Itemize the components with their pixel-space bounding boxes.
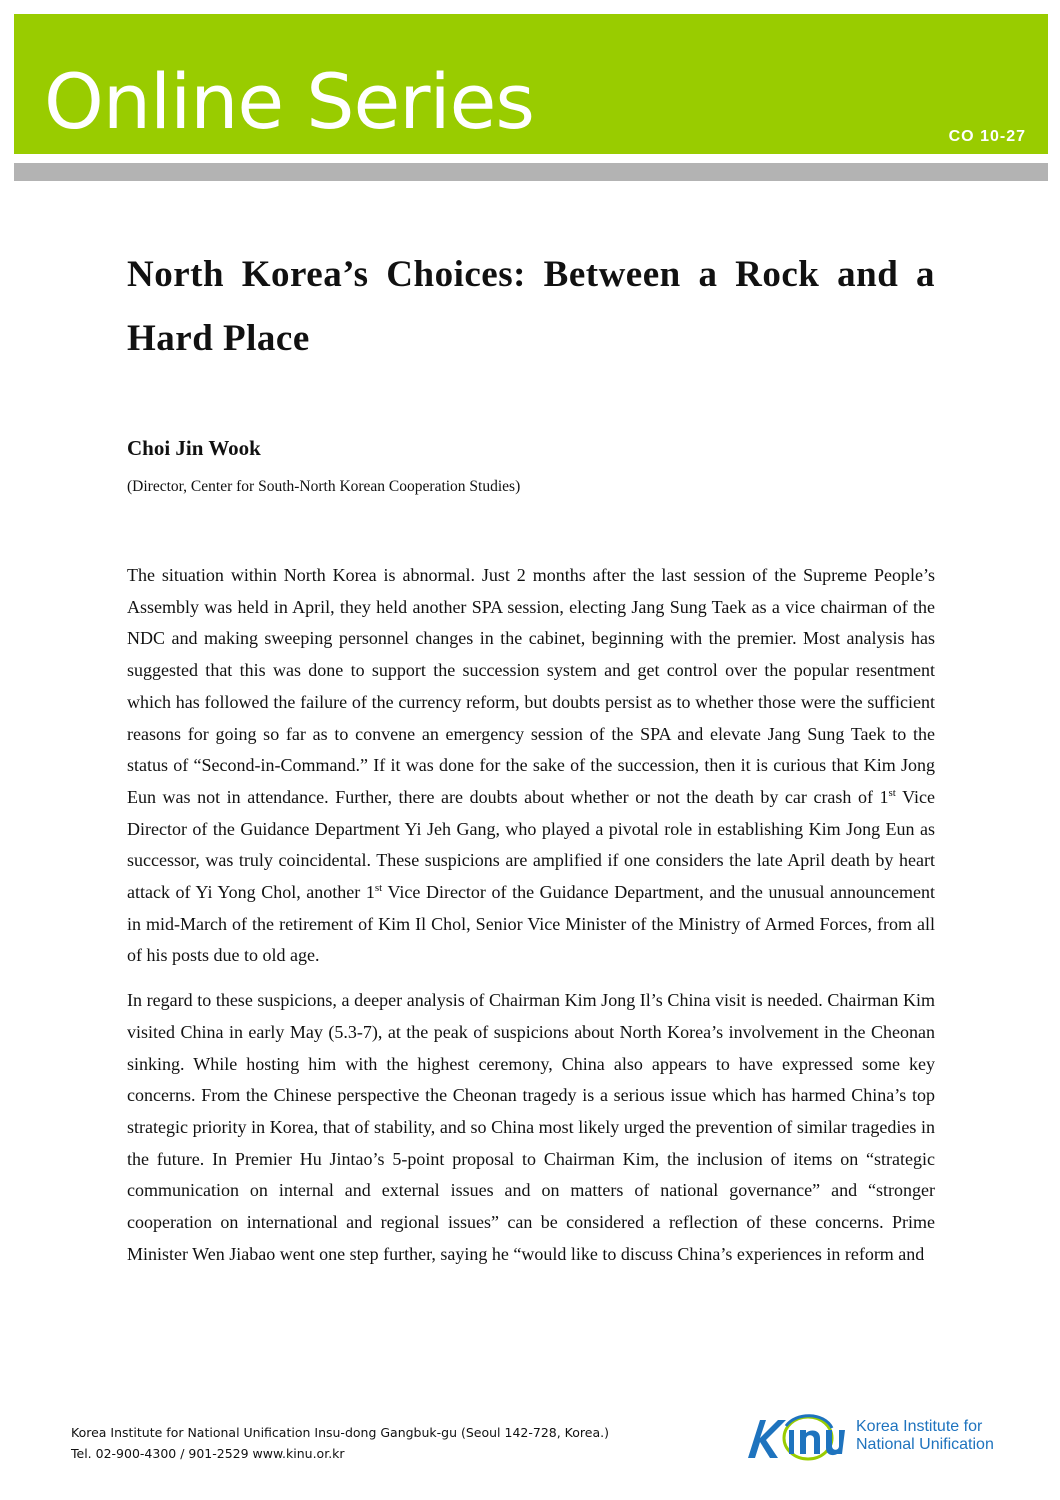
paragraph-2: In regard to these suspicions, a deeper analysis of Chairman Kim Jong Il’s China visit is needed. Chairman Kim visited China in early May (5.3-7), at the peak of suspicions about North Korea’s involvement in the Cheonan sinking. While hosting him with the highest ceremony, China also appears to have expressed some key concerns. From the Chinese perspective the Cheonan tragedy is a serious issue which has harmed China’s top strategic priority in Korea, that of stability, and so China most likely urged the prevention of similar tragedies in the future. In Premier Hu Jintao’s 5-point proposal to Chairman Kim, the inclusion of items on “strategic communication on internal and external issues and on matters of national governance” and “stronger cooperation on international and regional issues” can be considered a reflection of these concerns. Prime Minister Wen Jiabao went one step further, saying he “would like to discuss China’s experiences in reform and (127, 990, 935, 1264)
paragraph-1-text-a: The situation within North Korea is abnormal. Just 2 months after the last session of the Supreme People’s Assembly was held in April, they held another SPA session, electing Jang Sung Taek as a vice chairman of the NDC and making sweeping personnel changes in the cabinet, beginning with the premier. Most analysis has suggested that this was done to support the succession system and get control over the popular resentment which has followed the failure of the currency reform, but doubts persist as to whether those were the sufficient reasons for going so far as to convene an emergency session of the SPA and elevate Jang Sung Taek to the status of “Second-in-Command.” If it was done for the sake of the succession, then it is curious that Kim Jong Eun was not in attendance. Further, there are doubts about whether or not the death by car crash of 1 (127, 565, 935, 807)
ordinal-suffix: st (888, 786, 896, 799)
article-body (127, 560, 935, 1283)
article-title: North Korea’s Choices: Between a Rock and a Hard Place (127, 254, 935, 359)
kinu-org-name (856, 1418, 994, 1454)
footer-contact-line: Tel. 02-900-4300 / 901-2529 www.kinu.or.kr (71, 1446, 345, 1461)
ordinal-suffix: st (374, 882, 383, 895)
org-name-line-1: Korea Institute for (856, 1418, 983, 1435)
paragraph-1-text-c: Vice Director of the Guidance Department, and the unusual announcement in mid-March of the retirement of Kim Il Chol, Senior Vice Minister of the Ministry of Armed Forces, from all of his posts due to old age. (127, 882, 936, 966)
series-banner (14, 14, 1048, 154)
kinu-logo (738, 1408, 1028, 1470)
org-name-line-2: National Unification (856, 1436, 994, 1453)
paragraph-1-text-b: Vice Director of the Guidance Department Yi Jeh Gang, who played a pivotal role in establishing Kim Jong Eun as successor, was truly coincidental. These suspicions are amplified if one considers the late April death by heart attack of Yi Yong Chol, another 1 (127, 786, 935, 903)
paragraph-1 (127, 560, 935, 972)
author-name: Choi Jin Wook (127, 436, 261, 460)
document-code: CO 10-27 (948, 128, 1026, 145)
series-title: Online Series (44, 57, 535, 146)
footer-address-line: Korea Institute for National Unification Insu-dong Gangbuk-gu (Seoul 142-728, Korea.) (71, 1425, 609, 1440)
author-affiliation: (Director, Center for South-North Korean Cooperation Studies) (127, 478, 521, 495)
kinu-logo-mark (738, 1408, 856, 1470)
footer-address (71, 1422, 609, 1464)
header-divider-bar (14, 163, 1048, 181)
